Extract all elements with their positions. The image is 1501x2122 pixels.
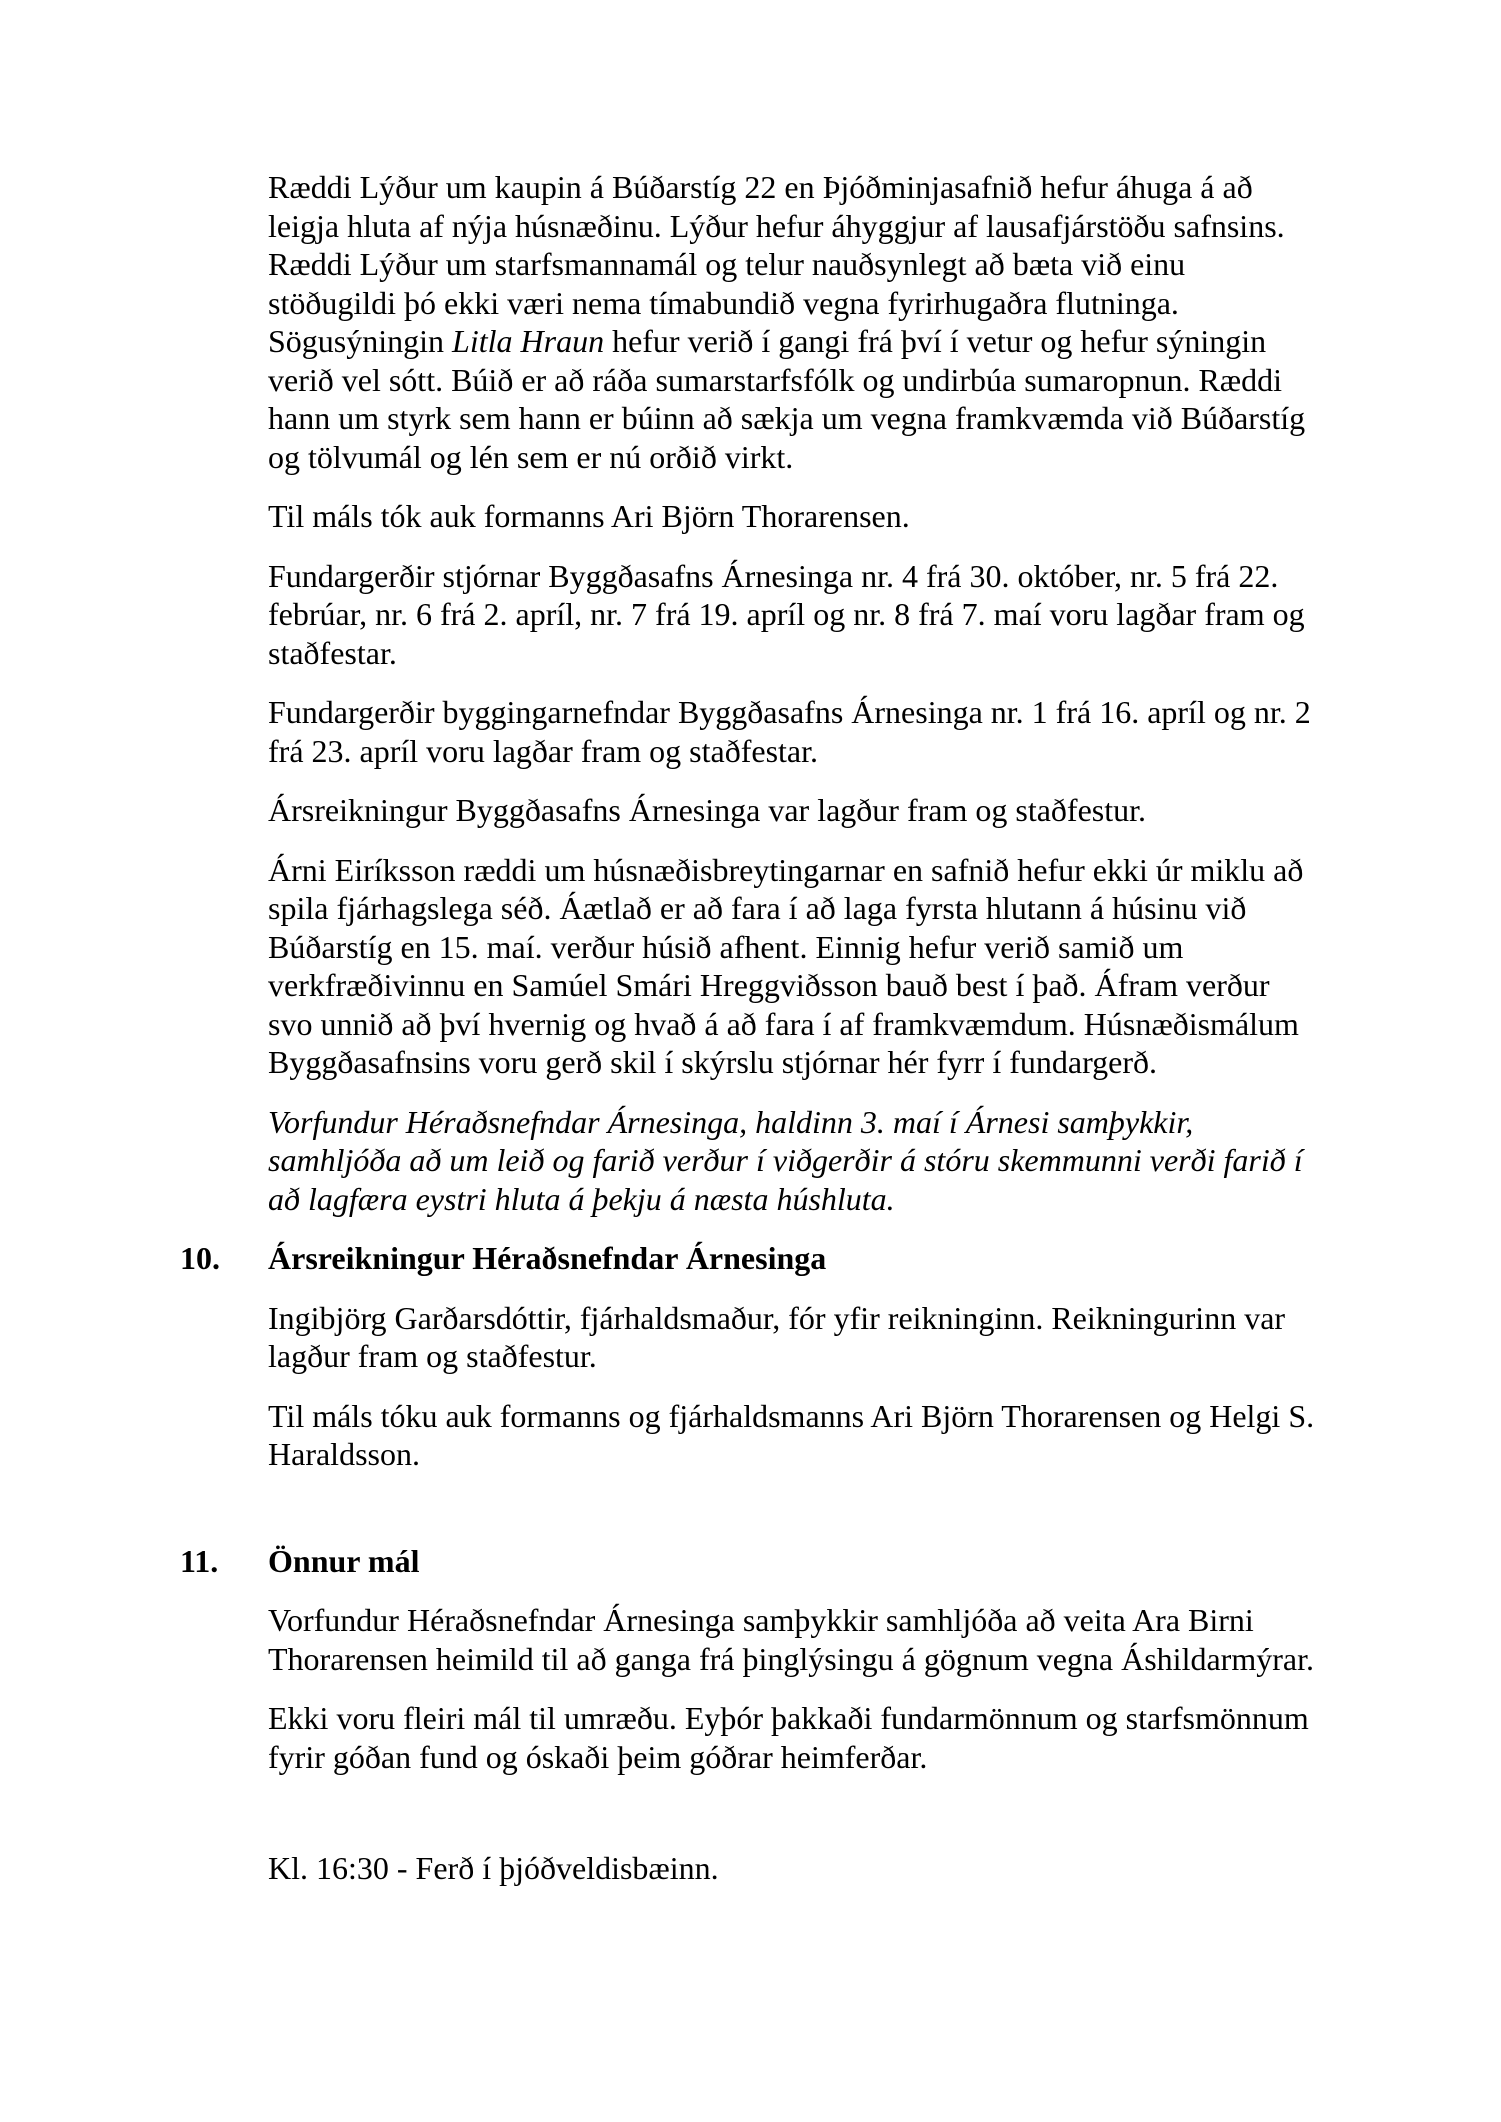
section-heading-10 — [180, 1239, 1320, 1278]
closing-line: Kl. 16:30 - Ferð í þjóðveldisbæinn. — [268, 1850, 719, 1886]
paragraph-veita-ara: Vorfundur Héraðsnefndar Árnesinga samþykkir samhljóða að veita Ara Birni Thorarensen heimild til að ganga frá þinglýsingu á gögnum vegna Áshildarmýrar. — [268, 1602, 1314, 1677]
section-10-number: 10. — [180, 1240, 220, 1276]
section-heading-11 — [180, 1542, 1320, 1581]
paragraph-til-mals-toku: Til máls tóku auk formanns og fjárhaldsmanns Ari Björn Thorarensen og Helgi S. Haraldsson. — [268, 1397, 1315, 1472]
paragraph-arsreikningur-byggdasafns: Ársreikningur Byggðasafns Árnesinga var lagður fram og staðfestur. — [268, 792, 1146, 828]
sogusyning-rest: hefur verið í gangi frá því í vetur og hefur sýningin verið vel sótt. Búið er að ráða sumarstarfsfólk og undirbúa sumaropnun. Ræddi hann um styrk sem hann er búinn að sækja um vegna framkvæmda við Búðarstíg og tölvumál og lén sem er nú orðið virkt. — [268, 323, 1306, 475]
paragraph-ekki-voru-fleiri: Ekki voru fleiri mál til umræðu. Eyþór þakkaði fundarmönnum og starfsmönnum fyrir góðan fund og óskaði þeim góðrar heimferðar. — [268, 1700, 1309, 1775]
sogusyning-lead: Sögusýningin — [268, 323, 453, 359]
resolution-skemma-italic: Vorfundur Héraðsnefndar Árnesinga, haldinn 3. maí í Árnesi samþykkir, samhljóða að um leið og farið verður í viðgerðir á stóru skemmunni verði farið í að lagfæra eystri hluta á þekju á næsta húshluta. — [268, 1103, 1303, 1217]
paragraph-budarstig: Ræddi Lýður um kaupin á Búðarstíg 22 en Þjóðminjasafnið hefur áhuga á að leigja hluta af nýja húsnæðinu. Lýður hefur áhyggjur af lausafjárstöðu safnsins. Ræddi Lýður um starfsmannamál og telur nauðsynlegt að bæta við einu stöðugildi þó ekki væri nema tímabundið vegna fyrirhugaðra flutninga. — [268, 169, 1285, 321]
paragraph-arni-eiriksson: Árni Eiríksson ræddi um húsnæðisbreytingarnar en safnið hefur ekki úr miklu að spila fjárhagslega séð. Áætlað er að fara í að laga fyrsta hlutann á húsinu við Búðarstíg en 15. maí. verður húsið afhent. Einnig hefur verið samið um verkfræðivinnu en Samúel Smári Hreggviðsson bauð best í það. Áfram verður svo unnið að því hvernig og hvað á að fara í af framkvæmdum. Húsnæðismálum Byggðasafnsins voru gerð skil í skýrslu stjórnar hér fyrr í fundargerð. — [268, 851, 1304, 1080]
paragraph-fundargerdir-stjornar: Fundargerðir stjórnar Byggðasafns Árnesinga nr. 4 frá 30. október, nr. 5 frá 22. febrúar, nr. 6 frá 2. apríl, nr. 7 frá 19. apríl og nr. 8 frá 7. maí voru lagðar fram og staðfestar. — [268, 557, 1305, 671]
section-11-number: 11. — [180, 1542, 219, 1579]
paragraph-ingibjorg: Ingibjörg Garðarsdóttir, fjárhaldsmaður, fór yfir reikninginn. Reikningurinn var lagður fram og staðfestur. — [268, 1299, 1286, 1374]
paragraph-sogusyning — [268, 322, 1320, 476]
document-body — [180, 168, 1320, 1888]
paragraph-til-mals-tok: Til máls tók auk formanns Ari Björn Thorarensen. — [268, 498, 910, 534]
section-11-title: Önnur mál — [268, 1542, 420, 1579]
section-10-title: Ársreikningur Héraðsnefndar Árnesinga — [268, 1240, 827, 1276]
paragraph-fundargerdir-byggingarnefndar: Fundargerðir byggingarnefndar Byggðasafns Árnesinga nr. 1 frá 16. apríl og nr. 2 frá 23. apríl voru lagðar fram og staðfestar. — [268, 694, 1311, 769]
exhibition-title-italic: Litla Hraun — [452, 323, 605, 359]
